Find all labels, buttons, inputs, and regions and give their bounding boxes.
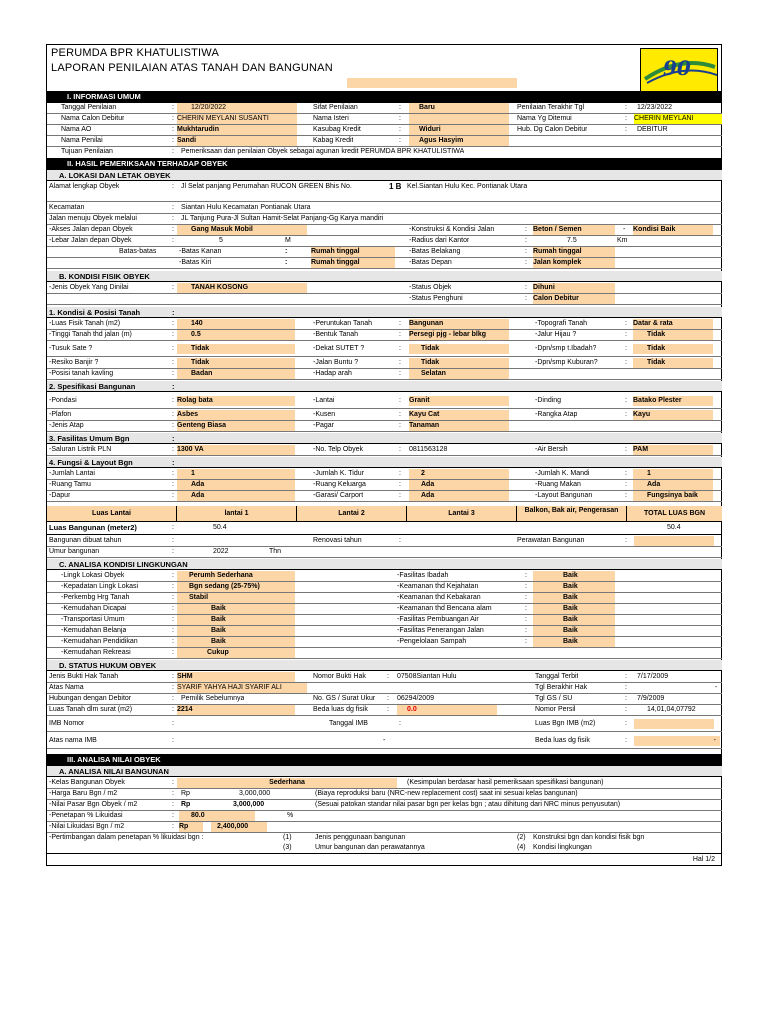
jenis-bukti-hak: SHM: [177, 672, 295, 682]
jumlah-kamar-mandi: 1: [633, 469, 713, 479]
batas-kiri: Rumah tinggal: [311, 258, 395, 268]
tinggi-tanah: 0.5: [177, 330, 295, 340]
hadap-arah: Selatan: [409, 369, 509, 379]
lingk-lokasi: Perumh Sederhana: [177, 571, 295, 581]
listrik-pln: 1300 VA: [177, 445, 295, 455]
logo-text: 90: [663, 56, 691, 80]
alamat-no: 1 B: [389, 182, 402, 191]
nilai-bangunan-title: A. ANALISA NILAI BANGUNAN: [47, 766, 722, 777]
hukum-row-5: IMB Nomor : Tanggal IMB : Luas Bgn IMB (m2) :: [47, 716, 722, 732]
dekat-sutet: Tidak: [409, 344, 509, 354]
nilai-row-4: -Penetapan % Likuidasi : 80.0 %: [47, 811, 722, 822]
kondisi-jalan: Kondisi Baik: [633, 225, 713, 235]
atas-nama: SYARIF YAHYA HAJI SYARIF ALI: [177, 683, 307, 693]
tanggal-terbit: 7/17/2009: [637, 673, 669, 680]
lebar-row: -Lebar Jalan depan Obyek : 5 M -Radius dari Kantor : 7.5 Km: [47, 236, 722, 247]
harga-baru: 3,000,000: [239, 790, 271, 797]
pagar: Tanaman: [409, 421, 509, 431]
section-2-band: II. HASIL PEMERIKSAAN TERHADAP OBYEK: [47, 158, 722, 170]
jenis-obyek: TANAH KOSONG: [177, 283, 307, 293]
luas-bangunan-row: Luas Bangunan (meter2) : 50.4 50.4: [47, 523, 722, 535]
akses-jalan: Gang Masuk Mobil: [177, 225, 307, 235]
tgl-berakhir-hak: -: [715, 684, 718, 691]
lingk-row-6: -Kemudahan Belanja : Baik -Fasilitas Penerangan Jalan : Baik: [47, 626, 722, 637]
spesifikasi-title: 2. Spesifikasi Bangunan :: [47, 381, 722, 392]
fungsi-title: 4. Fungsi & Layout Bgn :: [47, 457, 722, 468]
status-penghuni: Calon Debitur: [533, 294, 615, 304]
pengelolaan-sampah: Baik: [533, 637, 615, 647]
hukum-row-4: Luas Tanah dlm surat (m2) : 2214 Beda luas dg fisik : 0.0 Nomor Persil : 14,01,04,07792: [47, 705, 722, 716]
pembuangan-air: Baik: [533, 615, 615, 625]
jenis-obyek-row: -Jenis Obyek Yang Dinilai : TANAH KOSONG -Status Objek : Dihuni: [47, 283, 722, 294]
persen-likuidasi: 80.0: [179, 811, 255, 821]
jalan-row: Jalan menuju Obyek melalui : JL Tanjung Pura-Jl Sultan Hamit-Selat Panjang-Gg Karya mandiri: [47, 214, 722, 225]
jumlah-kamar-tidur: 2: [409, 469, 509, 479]
nilai-likuidasi: 2,400,000: [211, 822, 267, 832]
jumlah-lantai: 1: [177, 469, 295, 479]
section-1-band: I. INFORMASI UMUM: [47, 91, 722, 103]
peruntukan-tanah: Bangunan: [409, 319, 509, 329]
hukum-row-3: Hubungan dengan Debitor : Pemilik Sebelumnya No. GS / Surat Ukur : 06294/2009 Tgl GS / SU : 7/9/2009: [47, 694, 722, 705]
batas-belakang: Rumah tinggal: [533, 247, 615, 257]
fungsi-row-1: -Jumlah Lantai : 1 -Jumlah K. Tidur : 2 -Jumlah K. Mandi : 1: [47, 469, 722, 480]
lantai: Granit: [409, 396, 509, 406]
nilai-row-2: -Harga Baru Bgn / m2 : Rp 3,000,000 (Biaya reproduksi baru (NRC-new replacement cost) saat ini sesuai kelas bangunan): [47, 789, 722, 800]
nomor-persil: 14,01,04,07792: [647, 706, 696, 713]
logo-mark-icon: [641, 49, 718, 92]
perawatan-bangunan: [634, 536, 714, 546]
nilai-row-3: -Nilai Pasar Bgn Obyek / m2 : Rp 3,000,000 (Sesuai patokan standar nilai pasar bgn per kelas bgn ; atau dihitung dari NRC minus penyusutan): [47, 800, 722, 811]
dapur: Ada: [177, 491, 295, 501]
jalan-menuju: JL Tanjung Pura-Jl Sultan Hamit-Selat Panjang-Gg Karya mandiri: [181, 215, 384, 222]
kepadatan-lingk: Bgn sedang (25-75%): [177, 582, 295, 592]
bentuk-tanah: Persegi pjg - lebar blkg: [409, 330, 509, 340]
nilai-row-1: -Kelas Bangunan Obyek : Sederhana (Kesimpulan berdasar hasil pemeriksaan spesifikasi bangunan): [47, 778, 722, 789]
lingk-row-5: -Transportasi Umum : Baik -Fasilitas Pembuangan Air : Baik: [47, 615, 722, 626]
plafon: Asbes: [177, 410, 295, 420]
beda-luas-bgn: -: [634, 736, 720, 746]
tusuk-sate: Tidak: [177, 344, 295, 354]
kecamatan-row: Kecamatan : Siantan Hulu Kecamatan Pontianak Utara: [47, 203, 722, 214]
umur-row: Umur bangunan : 2022 Thn: [47, 547, 722, 558]
ruang-makan: Ada: [633, 480, 713, 490]
dekat-ibadah: Tidak: [633, 344, 713, 354]
kabag-kredit: Agus Hasyim: [409, 136, 509, 146]
nilai-pasar: 3,000,000: [233, 801, 265, 808]
pertimbangan-row-2: (3) Umur bangunan dan perawatannya (4) Kondisi lingkungan: [283, 844, 592, 851]
company-logo: [640, 48, 718, 92]
hukum-row-2: Atas Nama : SYARIF YAHYA HAJI SYARIF ALI Tgl Berakhir Hak : -: [47, 683, 722, 694]
lingk-row-1: -Lingk Lokasi Obyek : Perumh Sederhana -Fasilitas Ibadah : Baik: [47, 571, 722, 582]
kelas-note: (Kesimpulan berdasar hasil pemeriksaan spesifikasi bangunan): [407, 779, 604, 786]
hukum-row-6: Atas nama IMB : - Beda luas dg fisik : -: [47, 733, 722, 749]
info-row-2: Nama Calon Debitur : CHERIN MEYLANI SUSANTI Nama Isteri : Nama Yg Ditemui : CHERIN MEYLANI: [47, 114, 722, 125]
report-title: LAPORAN PENILAIAN ATAS TANAH DAN BANGUNAN: [51, 62, 333, 74]
status-objek: Dihuni: [533, 283, 615, 293]
fasilitas-ibadah: Baik: [533, 571, 615, 581]
alamat-kel: Kel.Siantan Hulu Kec. Pontianak Utara: [407, 183, 528, 190]
nomor-bukti-hak: 07508Siantan Hulu: [397, 673, 457, 680]
lingkungan-title: C. ANALISA KONDISI LINGKUNGAN: [47, 559, 722, 570]
total-luas-bgn: 50.4: [667, 524, 681, 531]
tgl-gs: 7/9/2009: [637, 695, 665, 702]
lingk-row-7: -Kemudahan Pendidikan : Baik -Pengelolaan Sampah : Baik: [47, 637, 722, 648]
hukum-row-1: Jenis Bukti Hak Tanah : SHM Nomor Bukti Hak : 07508Siantan Hulu Tanggal Terbit : 7/17/2009: [47, 672, 722, 683]
sifat-penilaian: Baru: [409, 103, 509, 113]
topografi-tanah: Datar & rata: [633, 319, 713, 329]
fungsi-row-3: -Dapur : Ada -Garasi/ Carport : Ada -Layout Bangunan : Fungsinya baik: [47, 491, 722, 502]
batas-kanan: Rumah tinggal: [311, 247, 395, 257]
tanah-row-3: -Tusuk Sate ? : Tidak -Dekat SUTET ? : Tidak -Dpn/smp t.Ibadah? : Tidak: [47, 341, 722, 357]
nama-isteri: [409, 114, 509, 124]
batas-row-1: Batas-batas -Batas Kanan : Rumah tinggal -Batas Belakang : Rumah tinggal: [47, 247, 722, 258]
atas-nama-imb: -: [383, 737, 386, 744]
lingk-row-3: -Perkembg Hrg Tanah : Stabil -Keamanan thd Kebakaran : Baik: [47, 593, 722, 604]
nama-penilai: Sandi: [177, 136, 297, 146]
lingk-row-2: -Kepadatan Lingk Lokasi : Bgn sedang (25-75%) -Keamanan thd Kejahatan : Baik: [47, 582, 722, 593]
ruang-keluarga: Ada: [409, 480, 509, 490]
tujuan-penilaian: Pemeriksaan dan penilaian Obyek sebagai agunan kredit PERUMDA BPR KHATULISTIWA: [181, 148, 465, 155]
luas-bgn-imb: [634, 719, 714, 729]
tanah-row-1: -Luas Fisik Tanah (m2) : 140 -Peruntukan Tanah : Bangunan -Topografi Tanah : Datar & rata: [47, 319, 722, 330]
kasubag-kredit: Widuri: [409, 125, 509, 135]
lokasi-title: A. LOKASI DAN LETAK OBYEK: [47, 170, 722, 181]
luas-fisik-tanah: 140: [177, 319, 295, 329]
nama-ao: Mukhtarudin: [177, 125, 297, 135]
spek-row-1: -Pondasi : Rolag bata -Lantai : Granit -Dinding : Batako Plester: [47, 393, 722, 409]
konstruksi-jalan: Beton / Semen: [533, 225, 615, 235]
harga-note: (Biaya reproduksi baru (NRC-new replacement cost) saat ini sesuai kelas bangunan): [315, 790, 578, 797]
batas-depan: Jalan komplek: [533, 258, 615, 268]
nilai-row-5: -Nilai Likuidasi Bgn / m2 : Rp 2,400,000: [47, 822, 722, 833]
beda-luas-fisik: 0.0: [397, 705, 497, 715]
akses-row: -Akses Jalan depan Obyek : Gang Masuk Mobil -Konstruksi & Kondisi Jalan : Beton / Semen - Kondisi Baik: [47, 225, 722, 236]
jenis-atap: Genteng Biasa: [177, 421, 295, 431]
kecamatan: Siantan Hulu Kecamatan Pontianak Utara: [181, 204, 311, 211]
section-3-band: III. ANALISA NILAI OBYEK: [47, 754, 722, 766]
tanah-row-2: -Tinggi Tanah thd jalan (m) : 0.5 -Bentuk Tanah : Persegi pjg - lebar blkg -Jalur Hijau ? : Tidak: [47, 330, 722, 341]
pasar-note: (Sesuai patokan standar nilai pasar bgn per kelas bgn ; atau dihitung dari NRC minus penyusutan): [315, 801, 621, 808]
spek-row-3: -Jenis Atap : Genteng Biasa -Pagar : Tanaman: [47, 421, 722, 432]
penilaian-terakhir: 12/23/2022: [637, 104, 673, 111]
lingk-row-8: -Kemudahan Rekreasi : Cukup: [47, 648, 722, 659]
air-bersih: PAM: [633, 445, 713, 455]
kondisi-tanah-title: 1. Kondisi & Posisi Tanah :: [47, 307, 722, 318]
keamanan-kejahatan: Baik: [533, 582, 615, 592]
report-sheet: [46, 44, 722, 866]
tanggal-penilaian: 12/20/2022: [177, 103, 297, 113]
info-row-3: Nama AO : Mukhtarudin Kasubag Kredit : Widuri Hub. Dg Calon Debitur : DEBITUR: [47, 125, 722, 136]
page-number: Hal 1/2: [692, 856, 715, 863]
lingk-row-4: -Kemudahan Dicapai : Baik -Keamanan thd Bencana alam : Baik: [47, 604, 722, 615]
jalan-buntu: Tidak: [409, 358, 509, 368]
keamanan-kebakaran: Baik: [533, 593, 615, 603]
fasilitas-title: 3. Fasilitas Umum Bgn :: [47, 433, 722, 444]
kemudahan-pendidikan: Baik: [177, 637, 295, 647]
info-row-5: Tujuan Penilaian : Pemeriksaan dan penilaian Obyek sebagai agunan kredit PERUMDA BPR KHATULISTIWA: [61, 148, 465, 155]
kusen: Kayu Cat: [409, 410, 509, 420]
tahun-row: Bangunan dibuat tahun : Renovasi tahun : Perawatan Bangunan :: [47, 536, 722, 547]
info-row-4: Nama Penilai : Sandi Kabag Kredit : Agus Hasyim: [47, 136, 722, 147]
posisi-kavling: Badan: [177, 369, 295, 379]
radius-kantor: 7.5: [567, 237, 577, 244]
fungsi-row-2: -Ruang Tamu : Ada -Ruang Keluarga : Ada -Ruang Makan : Ada: [47, 480, 722, 491]
hubungan-debitor: Pemilik Sebelumnya: [181, 695, 245, 702]
garasi: Ada: [409, 491, 509, 501]
status-hukum-title: D. STATUS HUKUM OBYEK: [47, 660, 722, 671]
pertimbangan-row-1: -Pertimbangan dalam penetapan % likuidasi bgn : (1) Jenis penggunaan bangunan (2) Konstruksi bgn dan kondisi fisik bgn: [49, 834, 645, 841]
tanah-row-4: -Resiko Banjir ? : Tidak -Jalan Buntu ? : Tidak -Dpn/smp Kuburan? : Tidak: [47, 358, 722, 369]
perkembangan-harga: Stabil: [177, 593, 295, 603]
dinding: Batako Plester: [633, 396, 713, 406]
penerangan-jalan: Baik: [533, 626, 615, 636]
info-row-1: Tanggal Penilaian : 12/20/2022 Sifat Penilaian : Baru Penilaian Terakhir Tgl : 12/23/2022: [47, 103, 722, 114]
layout-bangunan: Fungsinya baik: [633, 491, 713, 501]
resiko-banjir: Tidak: [177, 358, 295, 368]
luas-tanah-surat: 2214: [177, 705, 295, 715]
kemudahan-belanja: Baik: [177, 626, 295, 636]
alamat-obyek: Jl Selat panjang Perumahan RUCON GREEN Bhis No.: [181, 183, 352, 190]
ruang-tamu: Ada: [177, 480, 295, 490]
hubungan-debitur: DEBITUR: [637, 126, 668, 133]
kemudahan-dicapai: Baik: [177, 604, 295, 614]
keamanan-bencana: Baik: [533, 604, 615, 614]
footer-divider: [47, 853, 722, 854]
header-empty-field: [347, 78, 517, 88]
batas-row-2: -Batas Kiri : Rumah tinggal -Batas Depan : Jalan komplek: [47, 258, 722, 269]
transportasi-umum: Baik: [177, 615, 295, 625]
spek-row-2: -Plafon : Asbes -Kusen : Kayu Cat -Rangka Atap : Kayu: [47, 410, 722, 421]
kelas-bangunan: Sederhana: [177, 778, 397, 788]
tanah-row-5: -Posisi tanah kavling : Badan -Hadap arah : Selatan: [47, 369, 722, 380]
fasilitas-row: -Saluran Listrik PLN : 1300 VA -No. Telp Obyek : 0811563128 -Air Bersih : PAM: [47, 445, 722, 456]
org-name: PERUMDA BPR KHATULISTIWA: [51, 47, 219, 59]
kondisi-fisik-title: B. KONDISI FISIK OBYEK: [47, 271, 722, 282]
penghuni-row: -Status Penghuni : Calon Debitur: [47, 294, 722, 305]
kemudahan-rekreasi: Cukup: [177, 648, 295, 658]
lebar-jalan: 5: [219, 237, 223, 244]
jalur-hijau: Tidak: [633, 330, 713, 340]
nama-calon-debitur: CHERIN MEYLANI SUSANTI: [177, 114, 297, 124]
no-gs: 06294/2009: [397, 695, 434, 702]
nama-yg-ditemui: CHERIN MEYLANI: [634, 114, 722, 124]
umur-bangunan: 2022: [213, 548, 229, 555]
rangka-atap: Kayu: [633, 410, 713, 420]
alamat-row: Alamat lengkap Obyek : Jl Selat panjang Perumahan RUCON GREEN Bhis No. 1 B Kel.Siantan Hulu Kec. Pontianak Utara: [47, 182, 722, 202]
telp-obyek: 0811563128: [409, 446, 448, 453]
dekat-kuburan: Tidak: [633, 358, 713, 368]
pondasi: Rolag bata: [177, 396, 295, 406]
luas-lantai-header: Luas Lantai lantai 1 Lantai 2 Lantai 3 Balkon, Bak air, Pengerasan TOTAL LUAS BGN: [47, 506, 722, 522]
luas-lantai-1: 50.4: [213, 524, 227, 531]
